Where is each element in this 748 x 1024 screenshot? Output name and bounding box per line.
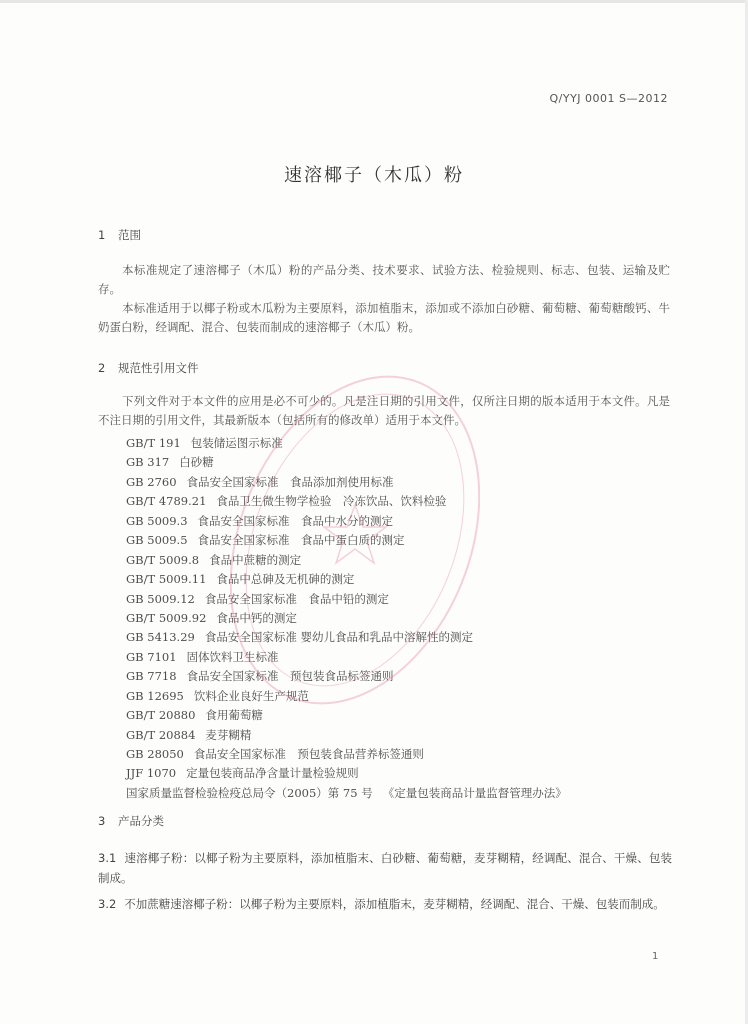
- reference-code: GB/T 4789.21: [126, 494, 207, 509]
- reference-title: 食用葡萄糖: [205, 708, 263, 723]
- scope-paragraph-1: 本标准规定了速溶椰子（木瓜）粉的产品分类、技术要求、试验方法、检验规则、标志、包装、运输及贮存。: [98, 263, 670, 296]
- reference-item: [126, 628, 567, 647]
- reference-title: 食品安全国家标准 预包装食品营养标签通则: [193, 747, 424, 761]
- scan-edge-top: [0, 0, 748, 3]
- section-number: 2: [98, 361, 106, 375]
- clause-3-2: [98, 894, 672, 914]
- reference-code: GB 7101: [126, 649, 177, 664]
- section-title: 产品分类: [118, 814, 164, 828]
- reference-item: [126, 473, 567, 492]
- scope-paragraph-2: 本标准适用于以椰子粉或木瓜粉为主要原料，添加植脂末，添加或不添加白砂糖、葡萄糖、葡萄糖酸钙、牛奶蛋白粉，经调配、混合、包装而制成的速溶椰子（木瓜）粉。: [98, 301, 670, 334]
- reference-title: 食品中钙的测定: [216, 610, 297, 625]
- page-number: 1: [652, 951, 659, 962]
- reference-code: 国家质量监督检验检疫总局令（2005）第 75 号: [126, 785, 373, 800]
- reference-title: 食品中总砷及无机砷的测定: [216, 572, 355, 587]
- reference-item: [126, 648, 567, 667]
- reference-title: 食品安全国家标准 食品添加剂使用标准: [186, 474, 394, 489]
- clause-3-1: [98, 848, 672, 888]
- reference-code: GB/T 5009.8: [126, 552, 200, 567]
- reference-code: GB/T 20884: [126, 727, 196, 742]
- reference-title: 食品安全国家标准 婴幼儿食品和乳品中溶解性的测定: [204, 630, 474, 645]
- reference-item: [126, 531, 567, 550]
- document-title: 速溶椰子（木瓜）粉: [284, 165, 464, 186]
- reference-code: GB/T 191: [126, 436, 181, 450]
- section-3-heading: [98, 813, 164, 829]
- reference-code: GB 7718: [126, 669, 177, 684]
- reference-item: [126, 492, 567, 511]
- reference-title: 食品安全国家标准 预包装食品标签通则: [186, 669, 394, 684]
- section-1-body: [98, 261, 670, 337]
- reference-item: [126, 453, 567, 472]
- reference-item: [126, 667, 567, 686]
- reference-list: [126, 434, 567, 803]
- reference-title: 饮料企业良好生产规范: [193, 688, 309, 703]
- reference-code: JJF 1070: [126, 766, 177, 781]
- reference-item: [126, 551, 567, 570]
- reference-title: 麦芽糊精: [205, 727, 252, 742]
- reference-code: GB 12695: [126, 688, 184, 703]
- reference-title: 白砂糖: [179, 455, 214, 470]
- section-title: 范围: [118, 228, 141, 242]
- reference-code: GB/T 20880: [126, 708, 196, 723]
- reference-item: [126, 609, 567, 628]
- reference-title: 固体饮料卫生标准: [186, 649, 279, 664]
- reference-code: GB 5009.3: [126, 513, 188, 528]
- reference-item: [126, 706, 567, 725]
- section-title: 规范性引用文件: [118, 361, 199, 375]
- reference-title: 《定量包装商品计量监督管理办法》: [382, 785, 567, 800]
- references-intro: 下列文件对于本文件的应用是必不可少的。凡是注日期的引用文件，仅所注日期的版本适用于本文件。凡是不注日期的引用文件，其最新版本（包括所有的修改单）适用于本文件。: [98, 394, 670, 427]
- reference-item: [126, 570, 567, 589]
- clause-number: 3.2: [98, 897, 117, 911]
- reference-item: [126, 590, 567, 609]
- reference-item: [126, 784, 567, 803]
- reference-title: 定量包装商品净含量计量检验规则: [186, 766, 359, 781]
- reference-item: [126, 726, 567, 745]
- reference-code: GB 2760: [126, 474, 177, 489]
- reference-code: GB 28050: [126, 747, 184, 761]
- reference-code: GB/T 5009.11: [126, 572, 207, 587]
- reference-item: [126, 764, 567, 783]
- reference-code: GB 5009.5: [126, 533, 188, 548]
- reference-title: 食品安全国家标准 食品中铅的测定: [204, 591, 389, 606]
- section-number: 1: [98, 228, 106, 242]
- reference-title: 食品卫生微生物学检验 冷冻饮品、饮料检验: [216, 494, 447, 509]
- reference-item: [126, 687, 567, 706]
- reference-item: [126, 512, 567, 531]
- clause-text: 不加蔗糖速溶椰子粉：以椰子粉为主要原料，添加植脂末，麦芽糊精，经调配、混合、干燥、包装而制成。: [124, 897, 665, 911]
- document-code: Q/YYJ 0001 S—2012: [549, 92, 668, 105]
- reference-code: GB 5009.12: [126, 591, 195, 606]
- reference-item: [126, 434, 567, 453]
- reference-item: [126, 745, 567, 764]
- reference-code: GB 317: [126, 455, 170, 470]
- reference-title: 食品中蔗糖的测定: [209, 552, 302, 567]
- clause-number: 3.1: [98, 851, 117, 865]
- clause-text: 速溶椰子粉：以椰子粉为主要原料，添加植脂末、白砂糖、葡萄糖，麦芽糊精，经调配、混合、干燥、包装制成。: [98, 851, 672, 885]
- reference-title: 包装储运图示标准: [190, 436, 283, 450]
- section-2-heading: [98, 360, 199, 376]
- reference-title: 食品安全国家标准 食品中水分的测定: [197, 513, 394, 528]
- reference-code: GB 5413.29: [126, 630, 195, 645]
- section-1-heading: [98, 227, 141, 243]
- section-number: 3: [98, 814, 106, 828]
- reference-title: 食品安全国家标准 食品中蛋白质的测定: [197, 533, 405, 548]
- reference-code: GB/T 5009.92: [126, 610, 207, 625]
- section-2-intro: [98, 392, 670, 430]
